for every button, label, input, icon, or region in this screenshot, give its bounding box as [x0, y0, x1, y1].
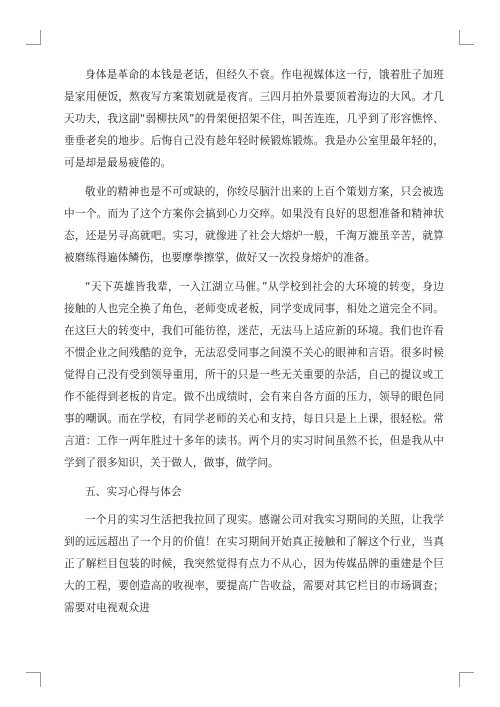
crop-mark-bottom-right [459, 672, 474, 687]
crop-mark-top-left [26, 30, 41, 45]
crop-mark-top-right [459, 30, 474, 45]
paragraph-transition: “天下英雄皆我辈，一入江湖立马催。”从学校到社会的大环境的转变，身边接触的人也完全换了角色，老师变成老板，同学变成同事，相处之道完全不同。在这巨大的转变中，我们可能彷徨，迷茫，无法马上适应新的环境。我们也许看不惯企业之间残酷的竞争，无法忍受同事之间漠不关心的眼神和言语。很多时候觉得自己没有受到领导重用，所干的只是一些无关重要的杂活，自己的提议或工作不能得到老板的肯定。做不出成绩时，会有来自各方面的压力，领导的眼色同事的嘲讽。而在学校，有同学老师的关心和支持，每日只是上上课，很轻松。常言道：工作一两年胜过十多年的读书。两个月的实习时间虽然不长，但是我从中学到了很多知识，关于做人，做事，做学问。 [64, 281, 444, 469]
paragraph-health: 身体是革命的本钱是老话，但经久不衰。作电视媒体这一行，饿着肚子加班是家用便饭，熬夜写方案策划就是夜宵。三四月拍外景要顶着海边的大风。才几天功夫，我这副“弱柳扶风”的骨架便招架不住，叫苦连连，几乎到了形容憔悴、垂垂老矣的地步。后悔自己没有趁年轻时候锻炼锻炼。我是办公室里最年轻的，可是却是最易疲倦的。 [64, 69, 444, 169]
paragraph-dedication: 敬业的精神也是不可或缺的，你绞尽脑汁出来的上百个策划方案，只会被选中一个。而为了这个方案你会搞到心力交瘁。如果没有良好的思想准备和精神状态，还是另寻高就吧。实习，就像进了社会大熔炉一般，千淘万漉虽辛苦，就算被磨练得遍体鳞伤，也要摩拳擦掌，做好又一次投身熔炉的准备。 [64, 186, 444, 264]
section-heading: 五、实习心得与体会 [85, 486, 182, 498]
document-body [64, 64, 444, 626]
paragraph-reflection: 一个月的实习生活把我拉回了现实。感谢公司对我实习期间的关照，让我学到的远远超出了一个月的价值！在实习期间开始真正接触和了解这个行业，当真正了解栏目包装的时候，我突然觉得有点力不从心，因为传媒品牌的重建是个巨大的工程，要创造高的收视率，要提高广告收益，需要对其它栏目的市场调查；需要对电视观众进 [64, 514, 444, 614]
crop-mark-bottom-left [26, 672, 41, 687]
